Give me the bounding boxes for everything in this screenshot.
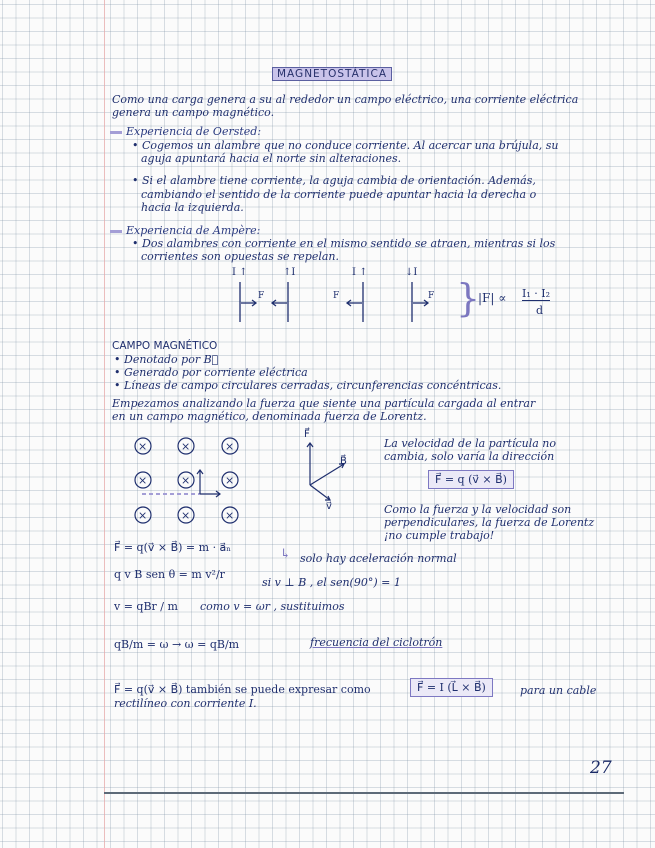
derivation-eq-4-note: frecuencia del ciclotrón xyxy=(310,636,443,649)
ampere-relation-den: d xyxy=(536,304,544,317)
cable-line-1-a: F⃗ = q(v⃗ × B⃗) también se puede expresar como xyxy=(114,683,371,696)
lorentz-line-2-text: en un campo magnético, denominada fuerza de Lorentz. xyxy=(112,410,427,423)
cross-symbol: × xyxy=(225,509,235,522)
lorentz-note-2-line-3: ¡no cumple trabajo! xyxy=(384,529,495,542)
lorentz-note-2-line-1: Como la fuerza y la velocidad son xyxy=(384,503,572,516)
campo-b2-text: Generado por corriente eléctrica xyxy=(124,366,308,379)
oersted-bullet-1-line-1: • Cogemos un alambre que no conduce corriente. Al acercar una brújula, su xyxy=(132,139,559,152)
force-label: F xyxy=(333,291,340,301)
cross-symbol: × xyxy=(181,474,191,487)
brace-icon: } xyxy=(456,276,481,320)
ampere-relation-lhs: |F| ∝ xyxy=(478,291,507,305)
derivation-eq-3-note: como v = ωr , sustituimos xyxy=(200,600,345,613)
axis-v-label: v⃗ xyxy=(326,501,332,512)
page-number: 27 xyxy=(590,758,612,778)
cross-symbol: × xyxy=(225,440,235,453)
campo-heading: CAMPO MAGNÉTICO xyxy=(112,340,218,352)
oersted-heading: Experiencia de Oersted: xyxy=(126,125,262,138)
lorentz-boxed-formula: F⃗ = q (v⃗ × B⃗) xyxy=(428,470,514,489)
current-I: I xyxy=(232,267,236,278)
ampere-relation-num: I₁ · I₂ xyxy=(522,287,550,300)
campo-b3-text: Líneas de campo circulares cerradas, circunferencias concéntricas. xyxy=(124,379,502,392)
cross-symbol: × xyxy=(138,474,148,487)
derivation-eq-1-note: solo hay aceleración normal xyxy=(300,552,457,565)
ampere-heading: Experiencia de Ampère: xyxy=(126,224,261,237)
wire-current-label: I ↑ xyxy=(232,267,248,278)
current-I: I xyxy=(413,267,418,278)
lorentz-note-2-line-2: perpendiculares, la fuerza de Lorentz xyxy=(384,516,595,529)
campo-bullet-3: • Líneas de campo circulares cerradas, circunferencias concéntricas. xyxy=(114,379,502,392)
wire-current-label: ↓I xyxy=(405,267,418,278)
derivation-eq-3: v = qBr / m xyxy=(114,600,178,613)
cable-line-2: rectilíneo con corriente I. xyxy=(114,697,257,710)
page-title: MAGNETOSTÁTICA xyxy=(272,67,392,81)
intro-line-2: genera un campo magnético. xyxy=(112,106,275,119)
lorentz-note-1-line-1: La velocidad de la partícula no xyxy=(384,437,556,450)
cross-symbol: × xyxy=(138,440,148,453)
ampere-b1-l1-text: Dos alambres con corriente en el mismo sentido se atraen, mientras si los xyxy=(142,237,556,250)
derivation-eq-1: F⃗ = q(v⃗ × B⃗) = m · a⃗ₙ xyxy=(114,541,232,554)
intro-line-1: Como una carga genera a su al rededor un campo eléctrico, una corriente eléctrica xyxy=(112,93,579,106)
current-I: I xyxy=(352,267,356,278)
oersted-bullet-2-line-3: hacia la izquierda. xyxy=(141,201,244,214)
cross-symbol: × xyxy=(138,509,148,522)
current-I: I xyxy=(291,267,296,278)
campo-bullet-1: • Denotado por B⃗ xyxy=(114,353,219,366)
derivation-eq-4: qB/m = ω → ω = qB/m xyxy=(114,638,240,651)
force-label: F xyxy=(258,291,265,301)
oersted-b1-l1-text: Cogemos un alambre que no conduce corriente. Al acercar una brújula, su xyxy=(142,139,559,152)
force-label: F xyxy=(428,291,435,301)
ampere-bullet-1-line-1: • Dos alambres con corriente en el mismo sentido se atraen, mientras si los xyxy=(132,237,556,250)
cable-line-1-b: para un cable xyxy=(520,684,597,697)
oersted-bullet-1-line-2: aguja apuntará hacia el norte sin alteraciones. xyxy=(141,152,402,165)
oersted-bullet-2-line-1: • Si el alambre tiene corriente, la aguja cambia de orientación. Además, xyxy=(132,174,536,187)
axis-F-label: F⃗ xyxy=(304,429,310,440)
derivation-eq-2-note: si v ⊥ B , el sen(90°) = 1 xyxy=(262,576,401,589)
arrow-icon: ↳ xyxy=(280,547,291,562)
oersted-b2-l1-text: Si el alambre tiene corriente, la aguja cambia de orientación. Además, xyxy=(142,174,536,187)
axis-v xyxy=(310,485,330,500)
cross-symbol: × xyxy=(181,509,191,522)
wire-current-label: I ↑ xyxy=(352,267,368,278)
cross-symbol: × xyxy=(181,440,191,453)
bottom-rule xyxy=(104,792,624,794)
derivation-eq-2: q v B sen θ = m v²/r xyxy=(114,568,225,581)
cross-symbol: × xyxy=(225,474,235,487)
campo-b1-text: Denotado por B⃗ xyxy=(124,353,219,366)
oersted-bullet-2-line-2: cambiando el sentido de la corriente puede apuntar hacia la derecha o xyxy=(141,188,537,201)
cable-boxed-formula: F⃗ = I (L⃗ × B⃗) xyxy=(410,678,493,697)
ampere-bullet-1-line-2: corrientes son opuestas se repelan. xyxy=(141,250,339,263)
wire-current-label: ↑I xyxy=(283,267,296,278)
lorentz-note-1-line-2: cambia, solo varía la dirección xyxy=(384,450,555,463)
axis-B xyxy=(310,464,344,485)
campo-bullet-2: • Generado por corriente eléctrica xyxy=(114,366,308,379)
lorentz-line-1: Empezamos analizando la fuerza que siente una partícula cargada al entrar xyxy=(112,397,536,410)
axis-B-label: B⃗ xyxy=(340,456,347,467)
